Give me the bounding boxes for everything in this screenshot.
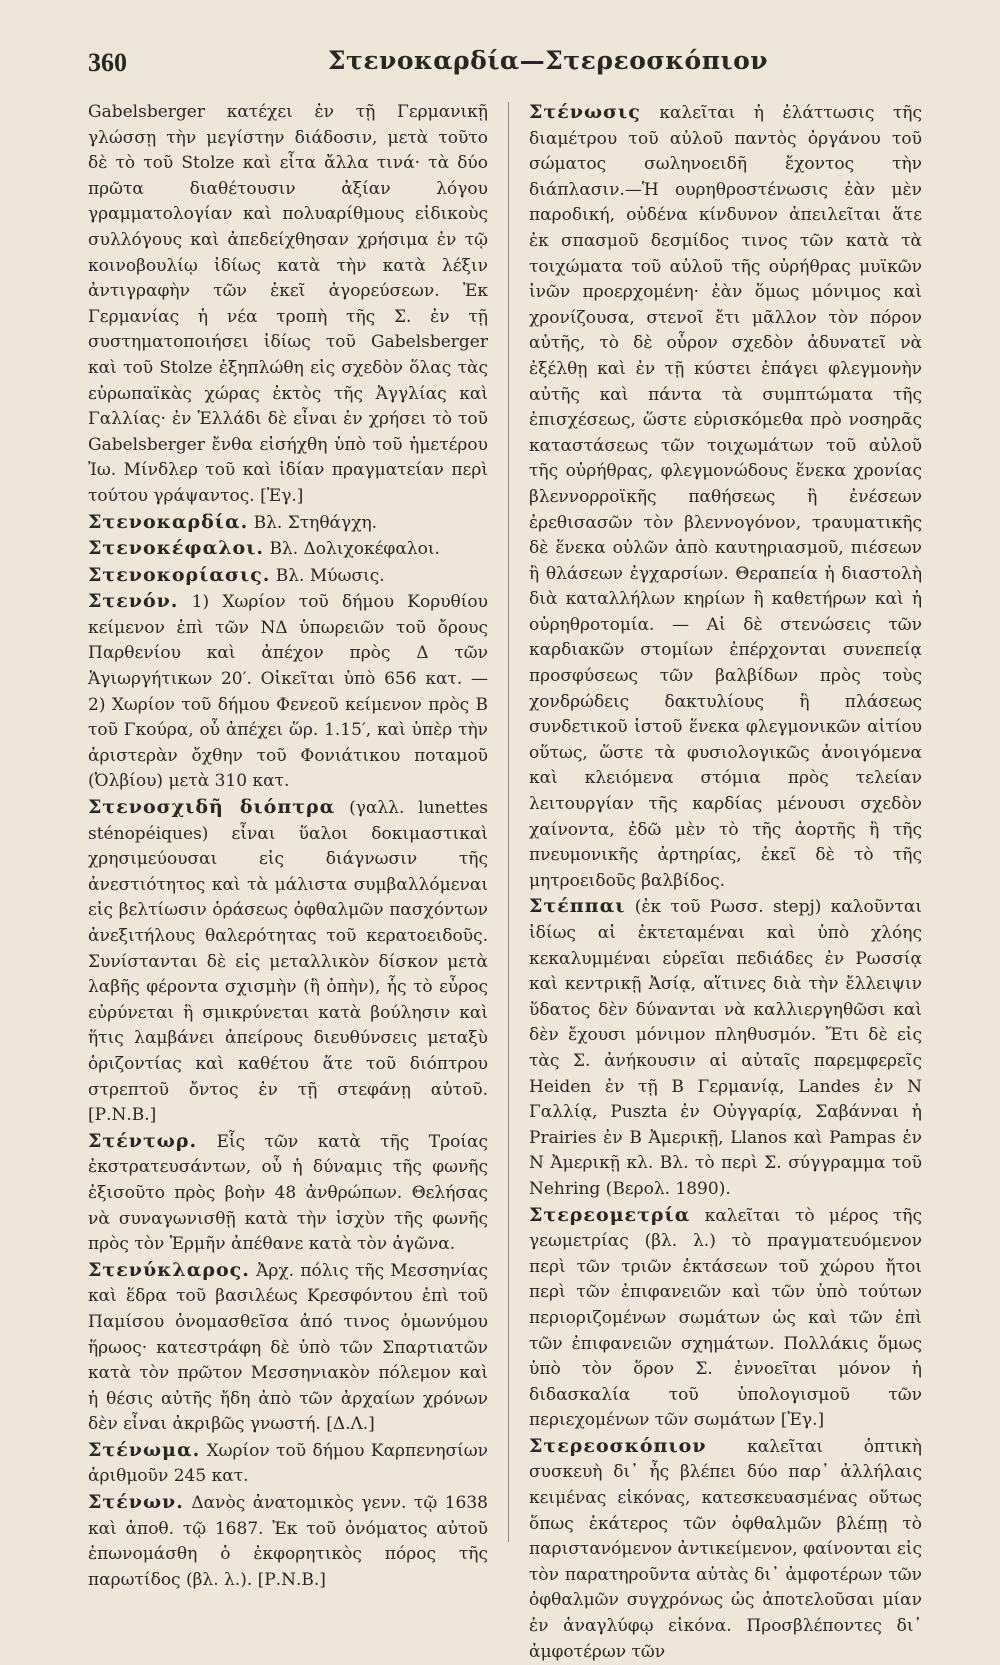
entry-text: καλεῖται ὀπτικὴ συσκευὴ δι᾽ ἧς βλέπει δύο παρ᾽ ἀλλήλαις κειμένας εἰκόνας, κατεσκευασμένας οὕτως ὅπως ἑκάτερος τῶν ὀφθαλμῶν βλέπῃ τὸ παριστανόμενον ἀντικείμενον, φαίνονται εἰς τὸν παρατηροῦντα αὐτὰς δι᾽ ἀμφοτέρων τῶν ὀφθαλμῶν συγχρόνως ὡς ἀποτελοῦσαι μίαν ἐν ἀναγλύφῳ εἰκόνα. Προσβλέποντες δι᾽ ἀμφοτέρων τῶν: [529, 1436, 922, 1662]
page-header: [88, 44, 920, 84]
headword: Στενοκαρδία.: [88, 510, 249, 533]
column-divider: [508, 102, 509, 1542]
entry-stenon-anatomist: [88, 1490, 488, 1593]
headword: Στένων.: [88, 1491, 184, 1514]
headword: Στένωμα.: [88, 1438, 201, 1461]
entry-stenyklaros: [88, 1258, 488, 1438]
entry-text: καλεῖται ἡ ἐλάττωσις τῆς διαμέτρου τοῦ αὐλοῦ παντὸς ὀργάνου τοῦ σώματος σωληνοειδῆ ἔχοντος τὴν διάπλασιν.—Ἡ ουρηθροστένωσις ἐὰν μὲν παροδική, οὐδένα κίνδυνον ἀπειλεῖται ἅτε ἐκ σπασμοῦ δεσμίδος τινος τῶν κατὰ τὰ τοιχώματα τοῦ αὐλοῦ τῆς οὐρήθρας μυϊκῶν ἰνῶν προερχομένη· ἐὰν ὅμως μόνιμος καὶ χρονίζουσα, στενοῖ ἔτι μᾶλλον τὸν πόρον αὐτῆς, τὸ δὲ οὖρον σχεδὸν ἀδυνατεῖ νὰ ἐξέλθῃ καὶ ἐν τῇ κύστει ἐπάγει φλεγμονὴν αὐτῆς καὶ πάντα τὰ συμπτώματα τῆς ἐπισχέσεως, ὥστε εὑρισκόμεθα πρὸ νοσηρᾶς καταστάσεως τῶν τοιχωμάτων τοῦ αὐλοῦ τῆς οὐρήθρας, φλεγμονώδους ἕνεκα χρονίας βλεννορροϊκῆς παθήσεως ἢ ἐνέσεων ἐρεθισασῶν τὸν βλεννογόνον, τραυματικῆς δὲ ἕνεκα οὐλῶν ἀπὸ καυτηριασμοῦ, πιέσεων ἢ θλάσεων ἐγχαρσίων. Θεραπεία ἡ διαστολὴ διὰ καταλλήλων κηρίων ἢ καθετήρων καὶ ἡ οὐρηθροτομία. — Αἱ δὲ στενώσεις τῶν καρδιακῶν στομίων ἐπέρχονται συνεπείᾳ προσφύσεως τῶν βαλβίδων πρὸς τοὺς χονδρώδεις δακτυλίους ἢ πλάσεως συνδετικοῦ ἱστοῦ ἕνεκα φλεγμονικῶν αἰτίου οὕτως, ὥστε τὰ φυσιολογικῶς ἀνοιγόμενα καὶ κλειόμενα στόμια πρὸς τελείαν λειτουργίαν τῆς καρδίας μένουσι σχεδὸν χαίνοντα, ἐδῶ μὲν τὸ τῆς ἀορτῆς ἢ τῆς πνευμονικῆς ἀρτηρίας, ἐκεῖ δὲ τὸ τῆς μητροειδοῦς βαλβίδος.: [529, 103, 923, 891]
entry-text: 1) Χωρίον τοῦ δήμου Κορυθίου κείμενον ἐπὶ τῶν ΝΔ ὑπωρειῶν τοῦ ὄρους Παρθενίου καὶ ἀπέχον πρὸς Δ τῶν Ἁγιωργήτικων 20′. Οἰκεῖται ὑπὸ 656 κατ. — 2) Χωρίον τοῦ δήμου Φενεοῦ κείμενον πρὸς Β τοῦ Γκούρα, οὗ ἀπέχει ὥρ. 1.15′, καὶ ὑπὲρ τὴν ἀριστερὰν ὄχθην τοῦ Φονιάτικου ποταμοῦ (Ὀλβίου) μετὰ 310 κατ.: [88, 592, 488, 792]
headword: Στενοσχιδῆ διόπτρα: [88, 796, 336, 819]
entry-stenoschidi-dioptra: [88, 795, 488, 1129]
entry-stenosis: [529, 100, 922, 894]
entry-stenokardia: [88, 510, 488, 537]
entry-stenon: [88, 589, 488, 795]
entry-stenokefaloi: [88, 536, 488, 563]
headword: Στενοκορίασις.: [88, 563, 271, 586]
entry-text: καλεῖται τὸ μέρος τῆς γεωμετρίας (βλ. λ.) τὸ πραγματευόμενον περὶ τῶν τριῶν ἐκτάσεων τοῦ χώρου ἤτοι περὶ τῶν ἐπιφανειῶν καὶ τῶν ὑπὸ τούτων περιοριζομένων σωμάτων ὡς καὶ τῶν ἐπὶ τῶν ἐπιφανειῶν σχημάτων. Πολλάκις ὅμως ὑπὸ τὸν ὅρον Σ. ἐννοεῖται μόνον ἡ διδασκαλία τοῦ ὑπολογισμοῦ τῶν περιεχομένων τῶν σωμάτων [Ἐγ.]: [529, 1205, 922, 1431]
entry-stenokoriasis: [88, 563, 488, 590]
page-number: 360: [88, 48, 127, 77]
entry-continuation: [88, 100, 488, 510]
entry-text: Δανὸς ἀνατομικὸς γενν. τῷ 1638 καὶ ἀποθ. τῷ 1687. Ἐκ τοῦ ὀνόματος αὐτοῦ ἐπωνομάσθη ὁ ἐκφορητικὸς πόρος τῆς παρωτίδος (βλ. λ.). [Ρ.Ν.Β.]: [88, 1493, 489, 1590]
right-column: [529, 100, 922, 1665]
headword: Στερεοσκόπιον: [529, 1434, 707, 1457]
headword: Στενύκλαρος.: [88, 1258, 250, 1281]
entry-stereometria: [529, 1203, 922, 1434]
entry-stenoma: [88, 1438, 488, 1490]
entry-steppai: [529, 894, 922, 1202]
headword: Στέντωρ.: [88, 1129, 198, 1152]
left-column: [88, 100, 488, 1593]
running-head: Στενοκαρδία—Στερεοσκόπιον: [327, 46, 769, 75]
entry-text: Βλ. Μύωσις.: [275, 565, 385, 586]
headword: Στερεομετρία: [529, 1203, 691, 1226]
headword: Στενοκέφαλοι.: [88, 537, 265, 560]
entry-text: Βλ. Δολιχοκέφαλοι.: [269, 539, 440, 560]
entry-stereoskopion: [529, 1434, 922, 1665]
entry-text: Εἷς τῶν κατὰ τῆς Τροίας ἐκστρατευσάντων, οὗ ἡ δύναμις τῆς φωνῆς ἐξισοῦτο πρὸς βοὴν 48 ἀνθρώπων. Θελήσας νὰ συναγωνισθῇ κατὰ τὴν ἰσχὺν τῆς φωνῆς πρὸς τὸν Ἑρμῆν ἀπέθανε κατὰ τὸν ἀγῶνα.: [88, 1131, 488, 1255]
headword: Στέππαι: [529, 895, 626, 918]
entry-text: (ἐκ τοῦ Ρωσσ. stepj) καλοῦνται ἰδίως αἱ ἐκτεταμέναι καὶ ὑπὸ χλόης κεκαλυμμέναι εὑρεῖαι πεδιάδες ἐν Ρωσσίᾳ καὶ κεντρικῇ Ἀσίᾳ, αἵτινες διὰ τὴν ἔλλειψιν ὕδατος δὲν δύνανται νὰ καλλιεργηθῶσι καὶ δὲν ἔχουσι μόνιμον πληθυσμόν. Ἔτι δὲ εἰς τὰς Σ. ἀνήκουσιν αἱ αὐταῖς παρεμφερεῖς Heiden ἐν τῇ Β Γερμανίᾳ, Landes ἐν Ν Γαλλίᾳ, Puszta ἐν Οὐγγαρίᾳ, Σαβάνναι ἡ Prairies ἐν Β Ἀμερικῇ, Llanos καὶ Pampas ἐν Ν Ἀμερικῇ κλ. Βλ. τὸ περὶ Σ. σύγγραμμα τοῦ Nehring (Βερολ. 1890).: [529, 897, 923, 1199]
entry-text: Βλ. Στηθάγχη.: [253, 512, 378, 533]
entry-text: Χωρίον τοῦ δήμου Καρπενησίων ἀριθμοῦν 245 κατ.: [88, 1440, 489, 1487]
headword: Στένωσις: [529, 101, 641, 123]
entry-text: Ἀρχ. πόλις τῆς Μεσσηνίας καὶ ἕδρα τοῦ βασιλέως Κρεσφόντου ἐπὶ τοῦ Παμίσου ὀνομασθεῖσα ἀπό τινος ὁμωνύμου ἥρωος· κατεστράφη δὲ ὑπὸ τῶν Σπαρτιατῶν κατὰ τὸν πρῶτον Μεσσηνιακὸν πόλεμον καὶ ἡ θέσις αὐτῆς ἤδη ἀπὸ τῶν ἀρχαίων χρόνων δὲν εἶναι ἀκριβῶς γνωστή. [Δ.Λ.]: [88, 1260, 488, 1435]
headword: Στενόν.: [88, 590, 179, 613]
entry-text: (γαλλ. lunettes sténopéiques) εἶναι ὕαλοι δοκιμαστικαὶ χρησιμεύουσαι εἰς διάγνωσιν τῆς ἀνεστιότητος καὶ τὰ μάλιστα συμβαλλόμεναι εἰς βελτίωσιν ὁράσεως ὀφθαλμῶν πασχόντων ἀνεξιτήλους θαλερότητας τοῦ κερατοειδοῦς. Συνίστανται δὲ εἰς μεταλλικὸν δίσκον μετὰ λαβῆς φέροντα σχισμὴν (ἢ ὀπὴν), ἧς τὸ εὖρος εὐρύνεται ἢ σμικρύνεται κατὰ βούλησιν καὶ ἥτις λαμβάνει ἀπείρους διευθύνσεις μεταξὺ ὁριζοντίας καὶ καθέτου ἅτε τοῦ διόπτρου στρεπτοῦ ὄντος ἐν τῇ στεφάνῃ αὐτοῦ. [Ρ.Ν.Β.]: [88, 798, 488, 1126]
entry-text: Gabelsberger κατέχει ἐν τῇ Γερμανικῇ γλώσσῃ τὴν μεγίστην διάδοσιν, μετὰ τοῦτο δὲ τὸ τοῦ Stolze καὶ εἶτα ἄλλα τινά· τὰ δύο πρῶτα διαθέτουσιν ἀξίαν λόγου γραμματολογίαν καὶ πολυαρίθμους εἰδικοὺς συλλόγους καὶ ἀπεδείχθησαν χρήσιμα ἐν τῷ κοινοβουλίῳ ἰδίως κατὰ τὴν κατὰ λέξιν ἀντιγραφὴν τῶν ἐκεῖ ἀγορεύσεων. Ἐκ Γερμανίας ἡ νέα τροπὴ τῆς Σ. ἐν τῇ συστηματοποιήσει ἰδίως τοῦ Gabelsberger καὶ τοῦ Stolze ἐξηπλώθη εἰς σχεδὸν ὅλας τὰς εὐρωπαϊκὰς χώρας ἐκτὸς τῆς Ἀγγλίας καὶ Γαλλίας· ἐν Ἑλλάδι δὲ εἶναι ἐν χρήσει τὸ τοῦ Gabelsberger ἔνθα εἰσήχθη ὑπὸ τοῦ ἡμετέρου Ἰω. Μίνδλερ τοῦ καὶ ἰδίαν πραγματείαν περὶ τούτου γράψαντος. [Ἐγ.]: [88, 102, 488, 506]
entry-stentor: [88, 1129, 488, 1258]
